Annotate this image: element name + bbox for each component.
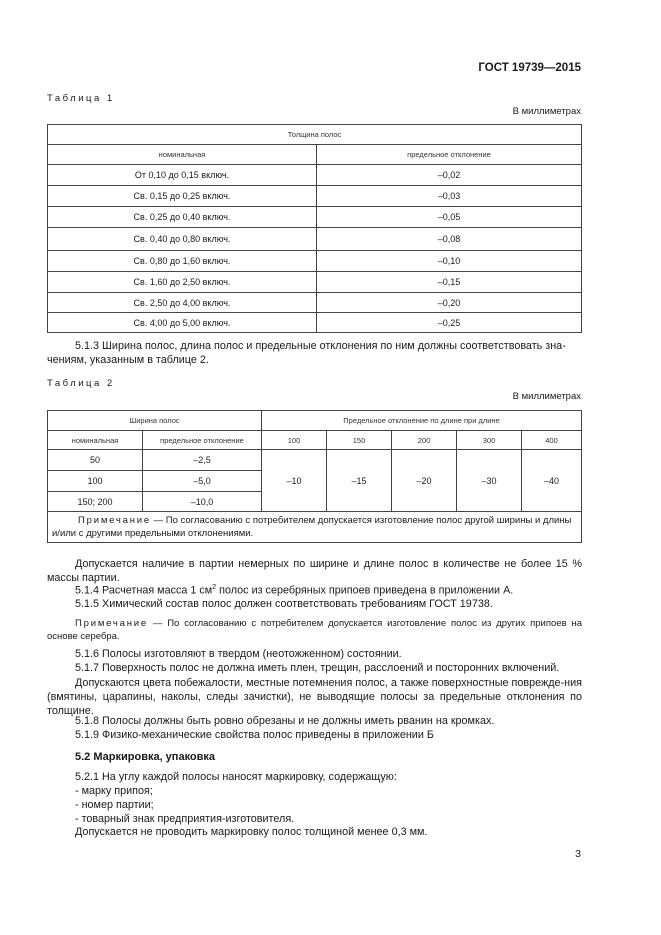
paragraph-5-2-1: 5.2.1 На углу каждой полосы наносят маркировку, содержащую: [75, 771, 397, 783]
table-row [48, 272, 582, 293]
table2-col-header: 300 [457, 431, 522, 450]
table2-group-width: Ширина полос [48, 411, 262, 431]
table2-note [48, 512, 582, 543]
paragraph-5-1-4 [75, 584, 513, 597]
table1-cell: Св. 0,25 до 0,40 включ. [48, 207, 317, 228]
p514-text-cont: полос из серебряных припоев приведена в приложении А. [216, 584, 514, 597]
table1-cell: –0,05 [317, 207, 582, 228]
paragraph-5-1-7: 5.1.7 Поверхность полос не должна иметь плен, трещин, расслоений и посторонних включений. [75, 662, 560, 674]
page-number: 3 [575, 848, 581, 860]
note2-label: Примечание [75, 618, 148, 629]
p514-superscript: 2 [212, 584, 217, 591]
paragraph-nonmeasured: Допускается наличие в партии немерных по ширине и длине полос в количестве не более 15 % массы партии. [47, 558, 582, 584]
table1-cell: Св. 2,50 до 4,00 включ. [48, 293, 317, 313]
table2-length-dev: –20 [392, 450, 457, 512]
table-row [48, 207, 582, 228]
table2-caption: Таблица 2 [47, 378, 115, 389]
list-item: - марку припоя; [75, 785, 153, 797]
table2-length-dev: –10 [262, 450, 327, 512]
table2-col-header: номинальная [48, 431, 143, 450]
table1-cell: –0,08 [317, 228, 582, 251]
table1-cell: –0,02 [317, 165, 582, 186]
table2-cell: 50 [48, 450, 143, 471]
table-row [48, 228, 582, 251]
table2-col-header: 100 [262, 431, 327, 450]
table1-cell: –0,25 [317, 313, 582, 333]
paragraph-5-1-9: 5.1.9 Физико-механические свойства полос приведены в приложении Б [75, 729, 434, 741]
table2-units: В миллиметрах [512, 391, 581, 402]
note-text: — По согласованию с потребителем допускается изготовление полос другой ширины и длины и/или с другими предельными отклонениями. [52, 515, 572, 539]
table1-units: В миллиметрах [512, 106, 581, 117]
table2-cell: –10,0 [143, 492, 262, 512]
list-item: - номер партии; [75, 799, 154, 811]
p514-text: 5.1.4 Расчетная масса 1 см [75, 584, 213, 597]
table1-cell: Св. 4,00 до 5,00 включ. [48, 313, 317, 333]
table1-col-header: номинальная [48, 145, 317, 165]
paragraph-5-1-6: 5.1.6 Полосы изготовляют в твердом (неотожженном) состоянии. [75, 648, 402, 660]
table1 [47, 124, 582, 333]
paragraph-5-1-3: 5.1.3 Ширина полос, длина полос и предельные отклонения по ним должны соответствовать зна- [75, 340, 566, 352]
table1-cell: Св. 0,80 до 1,60 включ. [48, 251, 317, 272]
paragraph-marking-exception: Допускается не проводить маркировку полос толщиной менее 0,3 мм. [75, 826, 428, 838]
table-row [48, 251, 582, 272]
table1-cell: Св. 0,15 до 0,25 включ. [48, 186, 317, 207]
table1-group-header: Толщина полос [48, 125, 582, 145]
note-label: Примечание [78, 515, 151, 526]
section-5-2-title: 5.2 Маркировка, упаковка [75, 751, 216, 763]
table-row [48, 186, 582, 207]
table1-col-header: предельное отклонение [317, 145, 582, 165]
table2-cell: –2,5 [143, 450, 262, 471]
document-id: ГОСТ 19739—2015 [478, 62, 581, 74]
table-row [48, 313, 582, 333]
list-item: - товарный знак предприятия-изготовителя. [75, 813, 295, 825]
table2-length-dev: –15 [327, 450, 392, 512]
table1-cell: –0,10 [317, 251, 582, 272]
table2-col-header: 400 [522, 431, 582, 450]
table1-cell: От 0,10 до 0,15 включ. [48, 165, 317, 186]
table2-group-length: Предельное отклонение по длине при длине [262, 411, 582, 431]
table2-col-header: предельное отклонение [143, 431, 262, 450]
note-2 [47, 618, 582, 643]
table2-length-dev: –30 [457, 450, 522, 512]
table-row [48, 450, 582, 471]
paragraph-5-1-8: 5.1.8 Полосы должны быть ровно обрезаны и не должны иметь рванин на кромках. [75, 715, 495, 727]
table2-col-header: 150 [327, 431, 392, 450]
table1-cell: –0,15 [317, 272, 582, 293]
table1-cell: –0,20 [317, 293, 582, 313]
table2-cell: 150; 200 [48, 492, 143, 512]
table2-col-header: 200 [392, 431, 457, 450]
paragraph-colors: Допускаются цвета побежалости, местные потемнения полос, а также поверхностные поврежде-ния (вмятины, царапины, наколы, следы зачистки), не выводящие полосы за предельные отклонения по толщине. [47, 677, 582, 717]
table-row [48, 293, 582, 313]
paragraph-5-1-5: 5.1.5 Химический состав полос должен соответствовать требованиям ГОСТ 19738. [75, 598, 493, 610]
note2-text: — По согласованию с потребителем допускается изготовление полос из других припоев на основе серебра. [47, 618, 582, 642]
table2-length-dev: –40 [522, 450, 582, 512]
table-row [48, 165, 582, 186]
paragraph-5-1-3-cont: чениям, указанным в таблице 2. [47, 354, 209, 366]
table2-cell: –5,0 [143, 471, 262, 492]
table2-cell: 100 [48, 471, 143, 492]
table2 [47, 410, 582, 543]
table1-cell: –0,03 [317, 186, 582, 207]
table1-caption: Таблица 1 [47, 93, 115, 104]
table1-cell: Св. 0,40 до 0,80 включ. [48, 228, 317, 251]
table1-cell: Св. 1,60 до 2,50 включ. [48, 272, 317, 293]
